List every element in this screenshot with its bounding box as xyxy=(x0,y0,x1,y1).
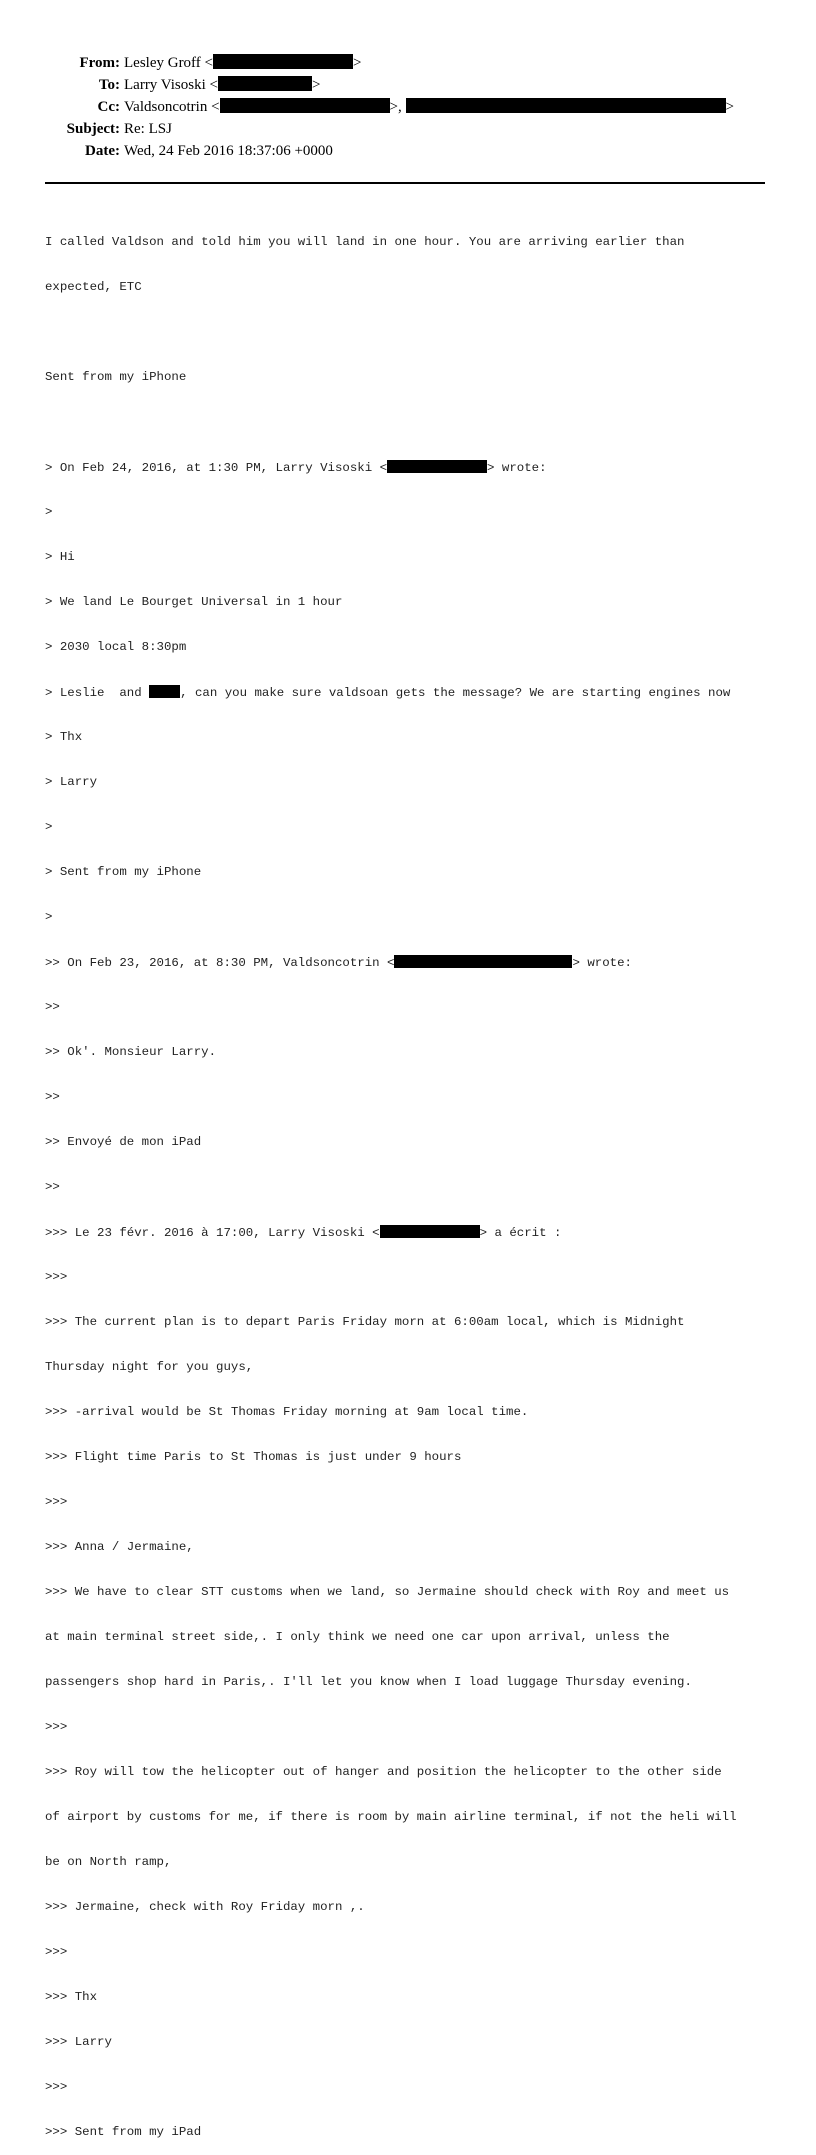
body-line: >>> xyxy=(45,1720,68,1734)
from-label: From: xyxy=(79,55,120,71)
body-line: > Thx xyxy=(45,730,83,744)
body-line: >>> Roy will tow the helicopter out of hanger and position the helicopter to the other side xyxy=(45,1765,722,1779)
header-divider xyxy=(45,182,765,184)
email-body xyxy=(45,205,775,2155)
body-line: >> xyxy=(45,1090,60,1104)
redaction-block xyxy=(380,1225,480,1238)
body-line: at main terminal street side,. I only think we need one car upon arrival, unless the xyxy=(45,1630,670,1644)
body-line: > We land Le Bourget Universal in 1 hour xyxy=(45,595,343,609)
redaction-block xyxy=(213,54,353,69)
to-label: To: xyxy=(98,77,120,93)
from-end: > xyxy=(353,55,362,71)
body-line: > xyxy=(45,820,53,834)
subject-label: Subject: xyxy=(66,121,120,137)
redaction-block xyxy=(387,460,487,473)
redaction-block xyxy=(394,955,572,968)
from-name: Lesley Groff < xyxy=(124,55,213,71)
cc-end: > xyxy=(725,99,734,115)
quote-text: > a écrit : xyxy=(479,1226,562,1240)
body-line: > Sent from my iPhone xyxy=(45,865,202,879)
body-line xyxy=(45,460,775,475)
body-line xyxy=(45,955,775,970)
body-line: > Larry xyxy=(45,775,98,789)
cc-name: Valdsoncotrin < xyxy=(124,99,220,115)
quote-text: > Leslie and xyxy=(45,686,150,700)
email-header xyxy=(0,52,816,162)
body-line: Sent from my iPhone xyxy=(45,370,187,384)
body-line xyxy=(45,1225,775,1240)
quote-text: > On Feb 24, 2016, at 1:30 PM, Larry Visoski < xyxy=(45,461,388,475)
to-name: Larry Visoski < xyxy=(124,77,218,93)
quote-text: > wrote: xyxy=(487,461,547,475)
body-line: >> Ok'. Monsieur Larry. xyxy=(45,1045,217,1059)
quote-text: >> On Feb 23, 2016, at 8:30 PM, Valdsoncotrin < xyxy=(45,956,395,970)
body-line: > xyxy=(45,505,53,519)
body-line: >>> Sent from my iPad xyxy=(45,2125,202,2139)
body-line: >> Envoyé de mon iPad xyxy=(45,1135,202,1149)
from-value xyxy=(124,52,361,74)
body-line: >>> Thx xyxy=(45,1990,98,2004)
cc-value xyxy=(124,96,734,118)
body-line: passengers shop hard in Paris,. I'll let you know when I load luggage Thursday evening. xyxy=(45,1675,692,1689)
body-line: >> xyxy=(45,1000,60,1014)
body-line: > xyxy=(45,910,53,924)
body-line: >>> Anna / Jermaine, xyxy=(45,1540,194,1554)
body-line: >>> Jermaine, check with Roy Friday morn ,. xyxy=(45,1900,365,1914)
body-line: expected, ETC xyxy=(45,280,142,294)
redaction-block xyxy=(218,76,312,91)
body-line: >> xyxy=(45,1180,60,1194)
date-row xyxy=(0,140,816,162)
redaction-block xyxy=(149,685,180,698)
body-line: >>> xyxy=(45,1270,68,1284)
body-line xyxy=(45,325,775,340)
body-line: >>> We have to clear STT customs when we land, so Jermaine should check with Roy and meet us xyxy=(45,1585,730,1599)
date-value: Wed, 24 Feb 2016 18:37:06 +0000 xyxy=(124,143,333,159)
body-line: >>> xyxy=(45,1945,68,1959)
subject-value: Re: LSJ xyxy=(124,121,172,137)
body-line: >>> The current plan is to depart Paris Friday morn at 6:00am local, which is Midnight xyxy=(45,1315,685,1329)
cc-sep: >, xyxy=(389,99,406,115)
from-row xyxy=(0,52,816,74)
body-line: >>> Flight time Paris to St Thomas is just under 9 hours xyxy=(45,1450,462,1464)
quote-text: > wrote: xyxy=(572,956,632,970)
to-row xyxy=(0,74,816,96)
body-line xyxy=(45,685,775,700)
to-end: > xyxy=(311,77,321,93)
body-line: Thursday night for you guys, xyxy=(45,1360,254,1374)
to-value xyxy=(124,74,320,96)
subject-row xyxy=(0,118,816,140)
date-label: Date: xyxy=(85,143,120,159)
body-line: >>> -arrival would be St Thomas Friday morning at 9am local time. xyxy=(45,1405,529,1419)
body-line: >>> Larry xyxy=(45,2035,112,2049)
body-line: > 2030 local 8:30pm xyxy=(45,640,187,654)
quote-text: , can you make sure valdsoan gets the message? We are starting engines now xyxy=(180,686,731,700)
quote-text: >>> Le 23 févr. 2016 à 17:00, Larry Visoski < xyxy=(45,1226,380,1240)
redaction-block xyxy=(220,98,390,113)
body-line: > Hi xyxy=(45,550,75,564)
redaction-block xyxy=(406,98,726,113)
body-line: >>> xyxy=(45,2080,68,2094)
body-line: be on North ramp, xyxy=(45,1855,172,1869)
body-line: I called Valdson and told him you will land in one hour. You are arriving earlier than xyxy=(45,235,685,249)
body-line: >>> xyxy=(45,1495,68,1509)
body-line: of airport by customs for me, if there is room by main airline terminal, if not the heli will xyxy=(45,1810,737,1824)
cc-label: Cc: xyxy=(97,99,120,115)
body-line xyxy=(45,415,775,430)
cc-row xyxy=(0,96,816,118)
